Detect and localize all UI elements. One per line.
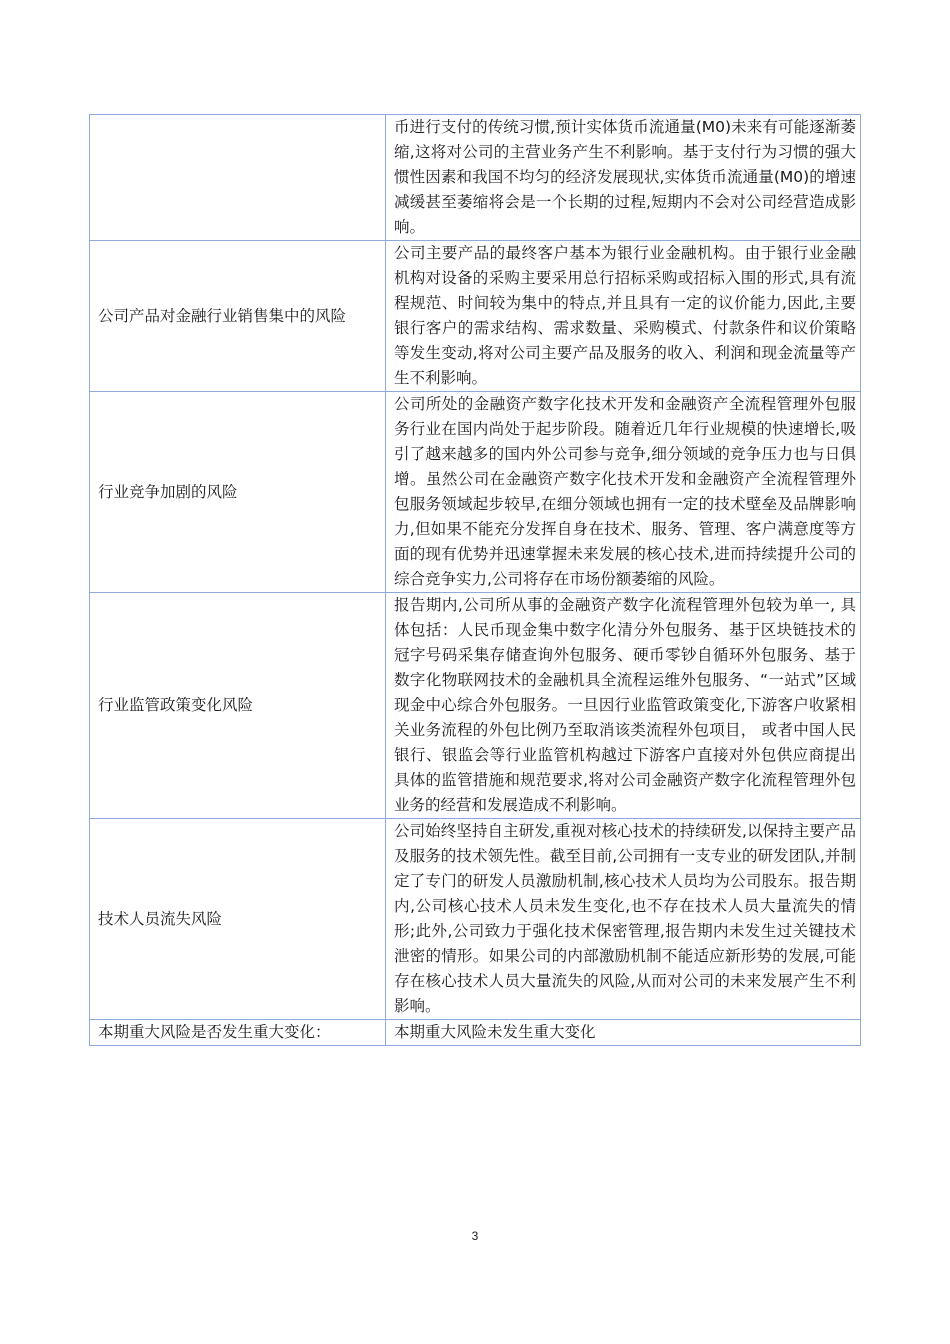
risk-change-answer-cell: 本期重大风险未发生重大变化 [386,1020,861,1046]
risk-name-cell: 行业监管政策变化风险 [90,593,386,819]
table-row [90,115,861,241]
risk-description-cell: 公司始终坚持自主研发,重视对核心技术的持续研发,以保持主要产品及服务的技术领先性。截至目前,公司拥有一支专业的研发团队,并制定了专门的研发人员激励机制,核心技术人员均为公司股东。报告期内,公司核心技术人员未发生变化,也不存在技术人员大量流失的情形;此外,公司致力于强化技术保密管理,报告期内未发生过关键技术泄密的情形。如果公司的内部激励机制不能适应新形势的发展,可能存在核心技术人员大量流失的风险,从而对公司的未来发展产生不利影响。 [386,819,861,1020]
table-row [90,241,861,392]
risk-name-cell [90,115,386,241]
table-row [90,593,861,819]
table-row [90,1020,861,1046]
risk-change-question-cell: 本期重大风险是否发生重大变化： [90,1020,386,1046]
risk-name-cell: 行业竞争加剧的风险 [90,392,386,593]
risk-description-cell: 公司所处的金融资产数字化技术开发和金融资产全流程管理外包服务行业在国内尚处于起步阶段。随着近几年行业规模的快速增长,吸引了越来越多的国内外公司参与竞争,细分领域的竞争压力也与日俱增。虽然公司在金融资产数字化技术开发和金融资产全流程管理外包服务领域起步较早,在细分领域也拥有一定的技术壁垒及品牌影响力,但如果不能充分发挥自身在技术、服务、管理、客户满意度等方面的现有优势并迅速掌握未来发展的核心技术,进而持续提升公司的综合竞争实力,公司将存在市场份额萎缩的风险。 [386,392,861,593]
risk-description-cell: 报告期内,公司所从事的金融资产数字化流程管理外包较为单一, 具体包括：人民币现金集中数字化清分外包服务、基于区块链技术的冠字号码采集存储查询外包服务、硬币零钞自循环外包服务、基于数字化物联网技术的金融机具全流程运维外包服务、“一站式”区域现金中心综合外包服务。一旦因行业监管政策变化,下游客户收紧相关业务流程的外包比例乃至取消该类流程外包项目， 或者中国人民银行、银监会等行业监管机构越过下游客户直接对外包供应商提出具体的监管措施和规范要求,将对公司金融资产数字化流程管理外包业务的经营和发展造成不利影响。 [386,593,861,819]
risk-name-cell: 技术人员流失风险 [90,819,386,1020]
risk-table [89,114,861,1046]
risk-description-cell: 币进行支付的传统习惯,预计实体货币流通量(M0)未来有可能逐渐萎缩,这将对公司的主营业务产生不利影响。基于支付行为习惯的强大惯性因素和我国不均匀的经济发展现状,实体货币流通量(M0)的增速减缓甚至萎缩将会是一个长期的过程,短期内不会对公司经营造成影响。 [386,115,861,241]
page-number: 3 [471,1229,479,1243]
table-row [90,819,861,1020]
risk-name-cell: 公司产品对金融行业销售集中的风险 [90,241,386,392]
risk-description-cell: 公司主要产品的最终客户基本为银行业金融机构。由于银行业金融机构对设备的采购主要采用总行招标采购或招标入围的形式,具有流程规范、时间较为集中的特点,并且具有一定的议价能力,因此,主要银行客户的需求结构、需求数量、采购模式、付款条件和议价策略等发生变动,将对公司主要产品及服务的收入、利润和现金流量等产生不利影响。 [386,241,861,392]
table-row [90,392,861,593]
